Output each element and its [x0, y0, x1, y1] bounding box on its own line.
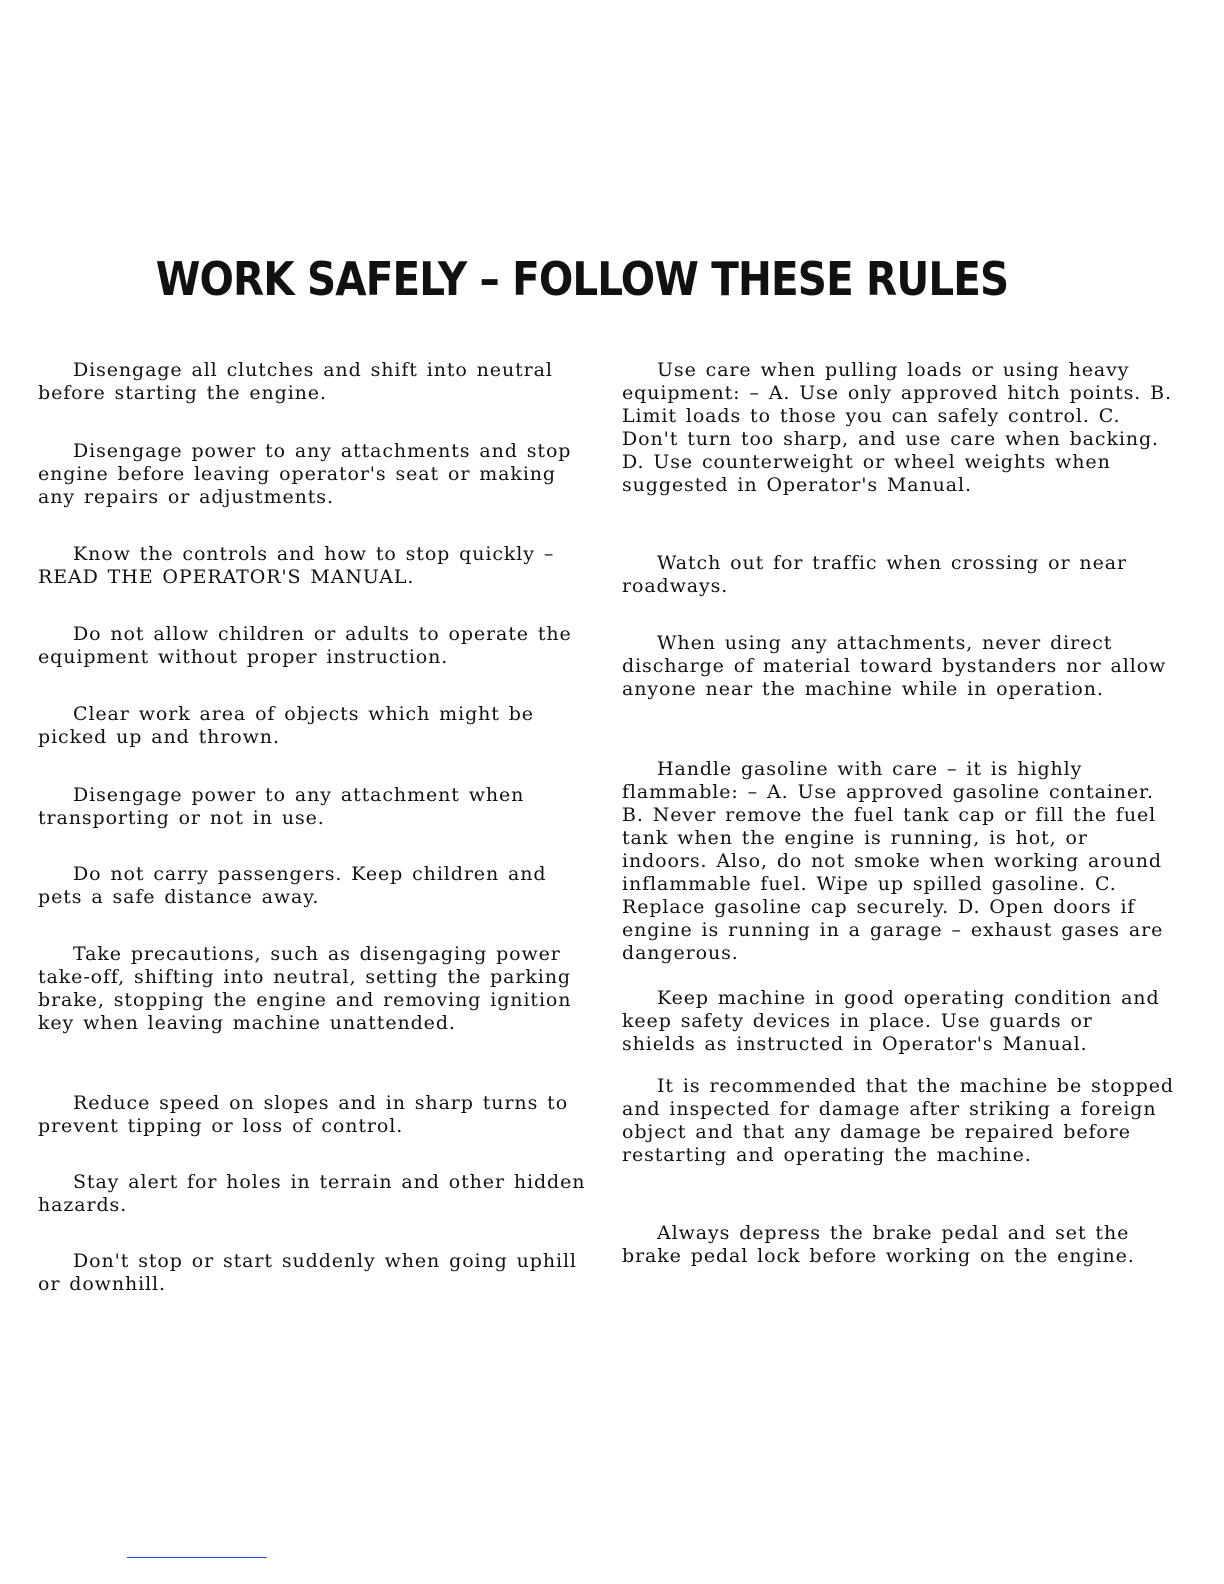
rule-paragraph: Disengage power to any attachments and stop engine before leaving operator's seat or making any repairs or adjustments. — [38, 440, 572, 508]
rule-paragraph: Keep machine in good operating condition and keep safety devices in place. Use guards or shields as instructed in Operator's Manual. — [622, 987, 1160, 1055]
rule-paragraph: Do not allow children or adults to operate the equipment without proper instruction. — [38, 623, 572, 668]
rule-paragraph: Clear work area of objects which might be picked up and thrown. — [38, 703, 534, 748]
rule-paragraph: Disengage power to any attachment when transporting or not in use. — [38, 784, 525, 829]
rule-paragraph: Stay alert for holes in terrain and other hidden hazards. — [38, 1171, 586, 1216]
rule-paragraph: Don't stop or start suddenly when going uphill or downhill. — [38, 1250, 577, 1295]
rule-paragraph: Do not carry passengers. Keep children and pets a safe distance away. — [38, 863, 547, 908]
rule-paragraph: Take precautions, such as disengaging power take-off, shifting into neutral, setting the parking brake, stopping the engine and removing ignition key when leaving machine unattended. — [38, 943, 572, 1034]
rule-paragraph: Know the controls and how to stop quickly – READ THE OPERATOR'S MANUAL. — [38, 543, 555, 588]
footer-divider — [127, 1557, 267, 1558]
rule-paragraph: It is recommended that the machine be stopped and inspected for damage after striking a foreign object and that any damage be repaired before restarting and operating the machine. — [622, 1075, 1174, 1166]
page-title: WORK SAFELY – FOLLOW THESE RULES — [155, 252, 1009, 306]
rule-paragraph: Watch out for traffic when crossing or near roadways. — [622, 552, 1127, 597]
rule-paragraph: Handle gasoline with care – it is highly flammable: – A. Use approved gasoline container. B. Never remove the fuel tank cap or fill the fuel tank when the engine is running, is hot, or indoors. Also, do not smoke when working around inflammable fuel. Wipe up spilled gasoline. C. Replace gasoline cap securely. D. Open doors if engine is running in a garage – exhaust gases are dangerous. — [622, 758, 1164, 964]
rule-paragraph: Use care when pulling loads or using heavy equipment: – A. Use only approved hitch points. B. Limit loads to those you can safely control. C. Don't turn too sharp, and use care when backing. D. Use counterweight or wheel weights when suggested in Operator's Manual. — [622, 359, 1172, 496]
rule-paragraph: Disengage all clutches and shift into neutral before starting the engine. — [38, 359, 553, 404]
rule-paragraph: Always depress the brake pedal and set the brake pedal lock before working on the engine. — [622, 1222, 1135, 1267]
rule-paragraph: When using any attachments, never direct discharge of material toward bystanders nor allow anyone near the machine while in operation. — [622, 632, 1167, 700]
rule-paragraph: Reduce speed on slopes and in sharp turns to prevent tipping or loss of control. — [38, 1092, 569, 1137]
